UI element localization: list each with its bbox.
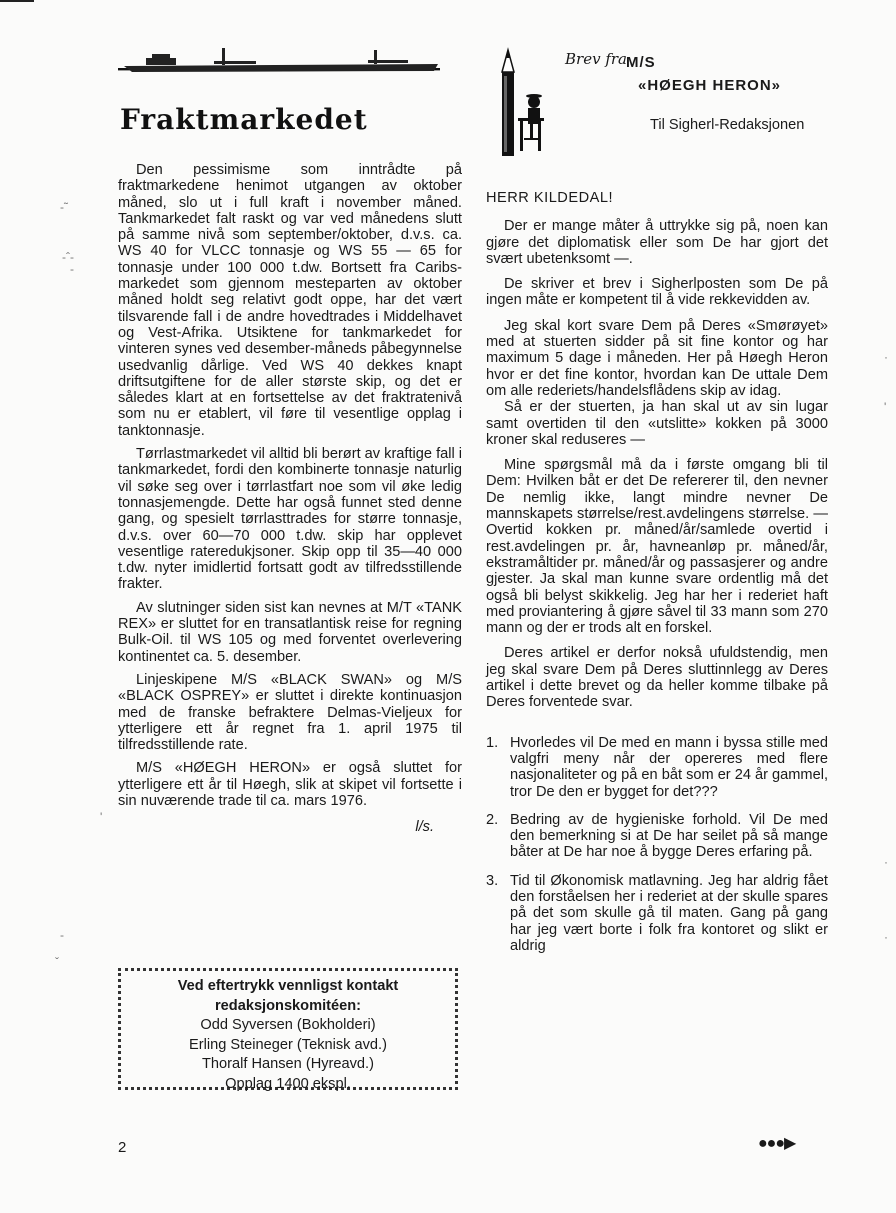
margin-mark: ' (884, 400, 887, 414)
margin-mark: - (60, 928, 64, 942)
letter-paragraph: Så er der stuerten, ja han skal ut av sin lugar samt overtiden til den «utslitte» kokken på 3000 kroner skal reduseres — (486, 399, 828, 448)
letter-paragraph: Mine spørgsmål må da i første omgang bli til Dem: Hvilken båt er det De refererer til, den nevner De nemlig ikke, langt mindre nevner De mannskapets størrelse/rest.avdelingens størrelse. — Overtid kokken pr. måned/år/samlede overtid i rest.avdelingen pr. år, havneanløp pr. måned/år, ekstramåltider pr. måned/år og passasjerer og andre gjester. Ja skal man kunne svare ordentlig må det også bli belyst skikkelig. Jeg har her i rederiet haft med proviantering å gjøre såvel til 33 mann som 270 mann og der er trods alt en forskel. (486, 457, 828, 637)
pencil-writer-icon (494, 46, 554, 166)
letter-paragraph: Der er mange måter å uttrykke sig på, noen kan gjøre det diplomatisk eller som De har gjort det svært ubetenksomt —. (486, 218, 828, 267)
notice-heading: Ved eftertrykk vennligst kontakt (177, 978, 399, 994)
author-signature: l/s. (415, 819, 434, 836)
margin-mark: -ˆ- (62, 250, 74, 264)
item-text: Hvorledes vil De med en mann i byssa stille med valgfri meny når der opereres med flere nasjonaliteter og på en båt som er 24 år gammel, tror De den er bygget for det??? (510, 734, 828, 800)
circulation-note: Opplag 1400 ekspl. (225, 1075, 351, 1092)
letter-paragraph: De skriver et brev i Sigherlposten som De på ingen måte er kompetent til å vide rekkevidden av. (486, 276, 828, 309)
notice-subheading: redaksjonskomitéen: (215, 997, 361, 1014)
ship-prefix: M/S (626, 54, 656, 71)
article-paragraph: Av slutninger siden sist kan nevnes at M/T «TANK REX» er sluttet for en transatlantisk reise for regning Bulk-Oil. til WS 105 og med forventet overlevering kontinentet ca. 5. desember. (118, 599, 462, 665)
article-paragraph: Den pessimisme som inntrådte på fraktmarkedene henimot utgangen av oktober måned, slo ut i full kraft i november måned. Tankmarkedet falt raskt og var ved månedens slutt på samme nivå som september/oktober, d.v.s. ca. WS 40 for VLCC tonnasje og WS 55 — 65 for tonnasje under 100 000 t.dw. Bortsett fra Caribs-markedet som gjennom mesteparten av oktober måned holdt seg relativt godt oppe, har det vært tilsvarende fall i de andre hovedtrades i Middelhavet og Vest-Afrika. Utsiktene for tankmarkedet for vinteren synes ved desember-måneds påbegynnelse usedvanlig dårlige. Ved WS 40 dekkes knapt driftsutgiftene for de aller største skip, og det er således klart at en fortsettelse av det fraktratenivå som nu er etablert, vil føre til vesentlige opplag i tanktonnasje. (118, 162, 462, 439)
article-paragraph: Linjeskipene M/S «BLACK SWAN» og M/S «BLACK OSPREY» er sluttet i direkte kontinuasjon med de franske befraktere Delmas-Vieljeux for ytterligere ett år regnet fra 1. april 1975 til tilfredsstillende rate. (118, 671, 462, 754)
list-item (486, 735, 828, 800)
reprint-notice-box (118, 968, 458, 1090)
letter-from-label: Brev fra (565, 50, 627, 68)
letter-salutation: HERR KILDEDAL! (486, 190, 614, 206)
market-article (118, 162, 462, 836)
article-paragraph: M/S «HØEGH HERON» er også sluttet for ytterligere ett år til Høegh, slik at skipet vil fortsette i sin nuværende trade til ca. mars 1976. (118, 760, 462, 809)
article-title: Fraktmarkedet (120, 103, 368, 136)
list-item (486, 873, 828, 954)
committee-member: Erling Steineger (Teknisk avd.) (189, 1036, 387, 1053)
list-item (486, 812, 828, 861)
letter-recipient: Til Sigherl-Redaksjonen (650, 117, 805, 133)
item-text: Tid til Økonomisk matlavning. Jeg har aldrig fået den forståelsen her i rederiet at der skulle spares på det som skulle gå til maten. Gang på gang har jeg vært borte i folk fra kontoret og slikt er aldrig (510, 872, 828, 954)
continued-arrow-icon: ●●●▶ (758, 1135, 796, 1152)
margin-mark: · (884, 350, 888, 364)
item-number: 1. (486, 734, 499, 751)
margin-mark: - (70, 262, 74, 276)
top-rule (0, 0, 34, 2)
letter-paragraph: Deres artikel er derfor nokså ufuldstendig, men jeg skal svare Dem på Deres sluttinnlegg av Deres artikel i dette brevet og da heller komme tilbake på Deres forventede svar. (486, 645, 828, 711)
margin-mark: ˇ (55, 955, 59, 969)
margin-mark: -˜ (60, 200, 68, 214)
page-number: 2 (118, 1139, 127, 1156)
item-text: Bedring av de hygieniske forhold. Vil De med den bemerkning si at De har seilet på så mange båter at De har noe å bygge Deres erfaring på. (510, 811, 828, 861)
article-paragraph: Tørrlastmarkedet vil alltid bli berørt av kraftige fall i tankmarkedet, fordi den kombinerte tonnasje naturlig vil søke seg over i tørrlastfart noe som vil øke ledig tonnasjemengde. Dette har også funnet sted denne gang, og spesielt tørrlasttrades for større tonnasje, d.v.s. over 60—70 000 t.dw. skip har opplevet vesentlige rateredukjsoner. Skip opp til 35—40 000 t.dw. nyter imidlertid fortsatt godt av tilfredsstillende frakter. (118, 446, 463, 593)
margin-mark: ' (100, 810, 103, 824)
ship-name: «HØEGH HERON» (638, 77, 782, 94)
margin-mark: · (884, 855, 888, 869)
letter-paragraph: Jeg skal kort svare Dem på Deres «Smørøyet» med at stuerten sidder på sit fine kontor og har maximum 5 dage i måneden. Her på Høegh Heron hvor er det fine kontor, hvordan kan De uttale Dem om alle rederiets/handelsflådens skip av idag. (486, 317, 828, 399)
margin-mark: · (884, 930, 888, 944)
item-number: 2. (486, 811, 499, 828)
committee-member: Thoralf Hansen (Hyreavd.) (202, 1056, 374, 1072)
letter-body (486, 190, 828, 966)
ship-icon (118, 44, 440, 78)
numbered-list (486, 735, 828, 955)
committee-member: Odd Syversen (Bokholderi) (200, 1017, 376, 1033)
item-number: 3. (486, 872, 499, 889)
